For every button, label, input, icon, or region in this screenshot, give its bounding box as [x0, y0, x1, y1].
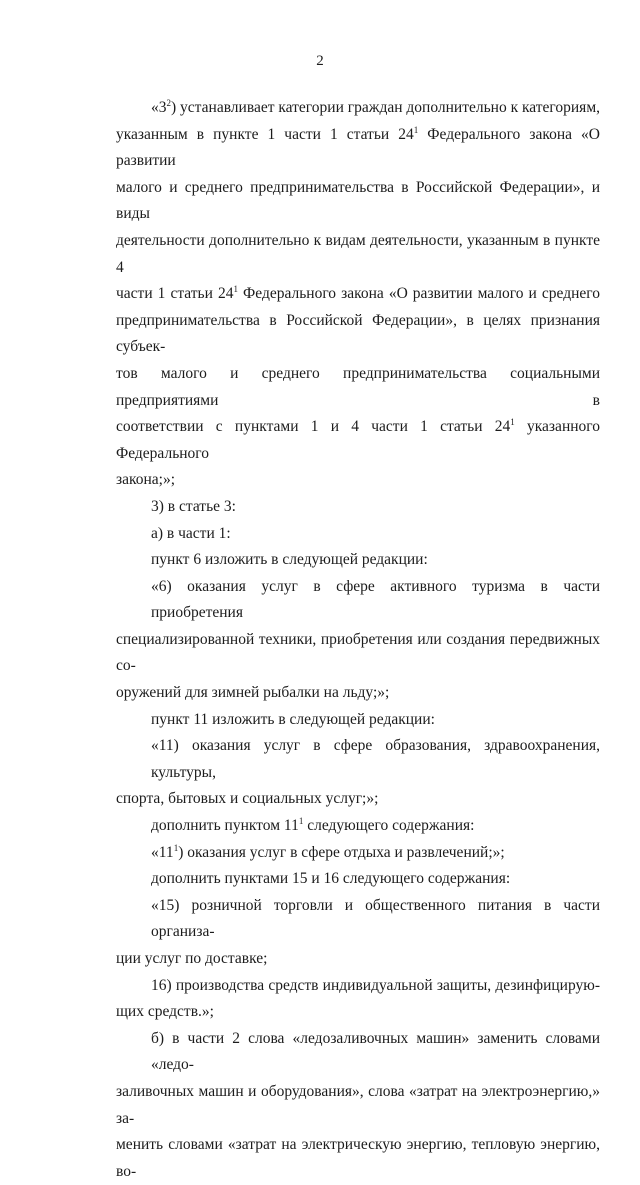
- text-run: соответствии с пунктами 1 и 4 части 1 статьи 24: [116, 418, 511, 436]
- superscript: 2: [166, 98, 171, 108]
- text-run: 16) производства средств индивидуальной защиты, дезинфицирую-: [151, 976, 600, 994]
- text-line: [116, 521, 600, 548]
- text-line: [116, 361, 600, 414]
- superscript: 1: [413, 124, 419, 135]
- text-run: «15) розничной торговли и общественного питания в части организа-: [151, 896, 600, 941]
- text-run: специализированной техники, приобретения или создания передвижных со-: [116, 630, 600, 675]
- text-run: Федерального закона «О развитии малого и среднего: [237, 285, 600, 303]
- text-line: [116, 1132, 600, 1185]
- text-line: [116, 494, 600, 521]
- text-run: менить словами «затрат на электрическую энергию, тепловую энергию, во-: [116, 1136, 600, 1180]
- text-line: [116, 893, 600, 946]
- text-run: предпринимательства в Российской Федерации», в целях признания субъек-: [116, 311, 600, 356]
- superscript: 1: [173, 842, 179, 853]
- text-run: 3) в статье 3:: [151, 497, 236, 515]
- text-line: [116, 547, 600, 574]
- superscript: 1: [298, 816, 304, 827]
- text-run: части 1 статьи 24: [116, 285, 234, 303]
- text-run: тов малого и среднего предпринимательства социальными предприятиями в: [116, 364, 600, 409]
- text-run: Федерального закона «О развитии: [116, 125, 600, 170]
- text-line: [116, 281, 600, 308]
- document-body: [116, 95, 600, 1185]
- text-line: [116, 840, 600, 867]
- text-run: дополнить пунктом 11: [151, 817, 299, 835]
- text-run: указанного Федерального: [116, 418, 601, 462]
- text-run: «3: [151, 99, 167, 116]
- text-run: пункт 11 изложить в следующей редакции:: [151, 710, 435, 728]
- text-run: пункт 6 изложить в следующей редакции:: [151, 551, 428, 569]
- text-line: [116, 467, 600, 494]
- text-line: [116, 228, 600, 281]
- superscript: 1: [233, 284, 238, 295]
- text-line: [116, 308, 600, 361]
- text-run: спорта, бытовых и социальных услуг;»;: [116, 790, 379, 808]
- text-run: «11) оказания услуг в сфере образования, здравоохранения, культуры,: [151, 737, 600, 781]
- text-line: [116, 95, 600, 122]
- text-run: заливочных машин и оборудования», слова «затрат на электроэнергию,» за-: [116, 1082, 600, 1127]
- text-line: [116, 733, 600, 786]
- text-run: следующего содержания:: [303, 817, 475, 835]
- text-line: [116, 946, 600, 973]
- text-line: [116, 707, 600, 734]
- text-run: «11: [151, 843, 174, 861]
- superscript: 1: [510, 417, 515, 428]
- text-run: малого и среднего предпринимательства в Российской Федерации», и виды: [116, 178, 600, 223]
- text-line: [116, 414, 600, 467]
- text-line: [116, 973, 600, 1000]
- text-run: «6) оказания услуг в сфере активного туризма в части приобретения: [151, 577, 600, 622]
- text-run: а) в части 1:: [151, 524, 231, 542]
- text-run: указанным в пункте 1 части 1 статьи 24: [116, 125, 414, 143]
- text-line: [116, 122, 600, 175]
- text-line: [116, 175, 600, 228]
- text-line: [116, 813, 600, 840]
- text-line: [116, 866, 600, 893]
- text-line: [116, 680, 600, 707]
- text-run: ) устанавливает категории граждан дополнительно к категориям,: [171, 99, 600, 116]
- text-line: [116, 786, 600, 813]
- text-line: [116, 574, 600, 627]
- text-run: закона;»;: [116, 471, 176, 489]
- text-line: [116, 999, 600, 1026]
- page-number: 2: [316, 53, 324, 69]
- text-run: ) оказания услуг в сфере отдыха и развлечений;»;: [178, 843, 505, 861]
- text-line: [116, 1026, 600, 1079]
- text-line: [116, 627, 600, 680]
- text-run: ции услуг по доставке;: [116, 950, 268, 967]
- text-run: деятельности дополнительно к видам деятельности, указанным в пункте 4: [116, 231, 600, 276]
- text-run: щих средств.»;: [116, 1003, 214, 1021]
- text-line: [116, 1079, 600, 1132]
- text-run: дополнить пунктами 15 и 16 следующего содержания:: [151, 870, 511, 888]
- text-run: оружений для зимней рыбалки на льду;»;: [116, 684, 390, 702]
- text-run: б) в части 2 слова «ледозаливочных машин» заменить словами «ледо-: [151, 1029, 600, 1074]
